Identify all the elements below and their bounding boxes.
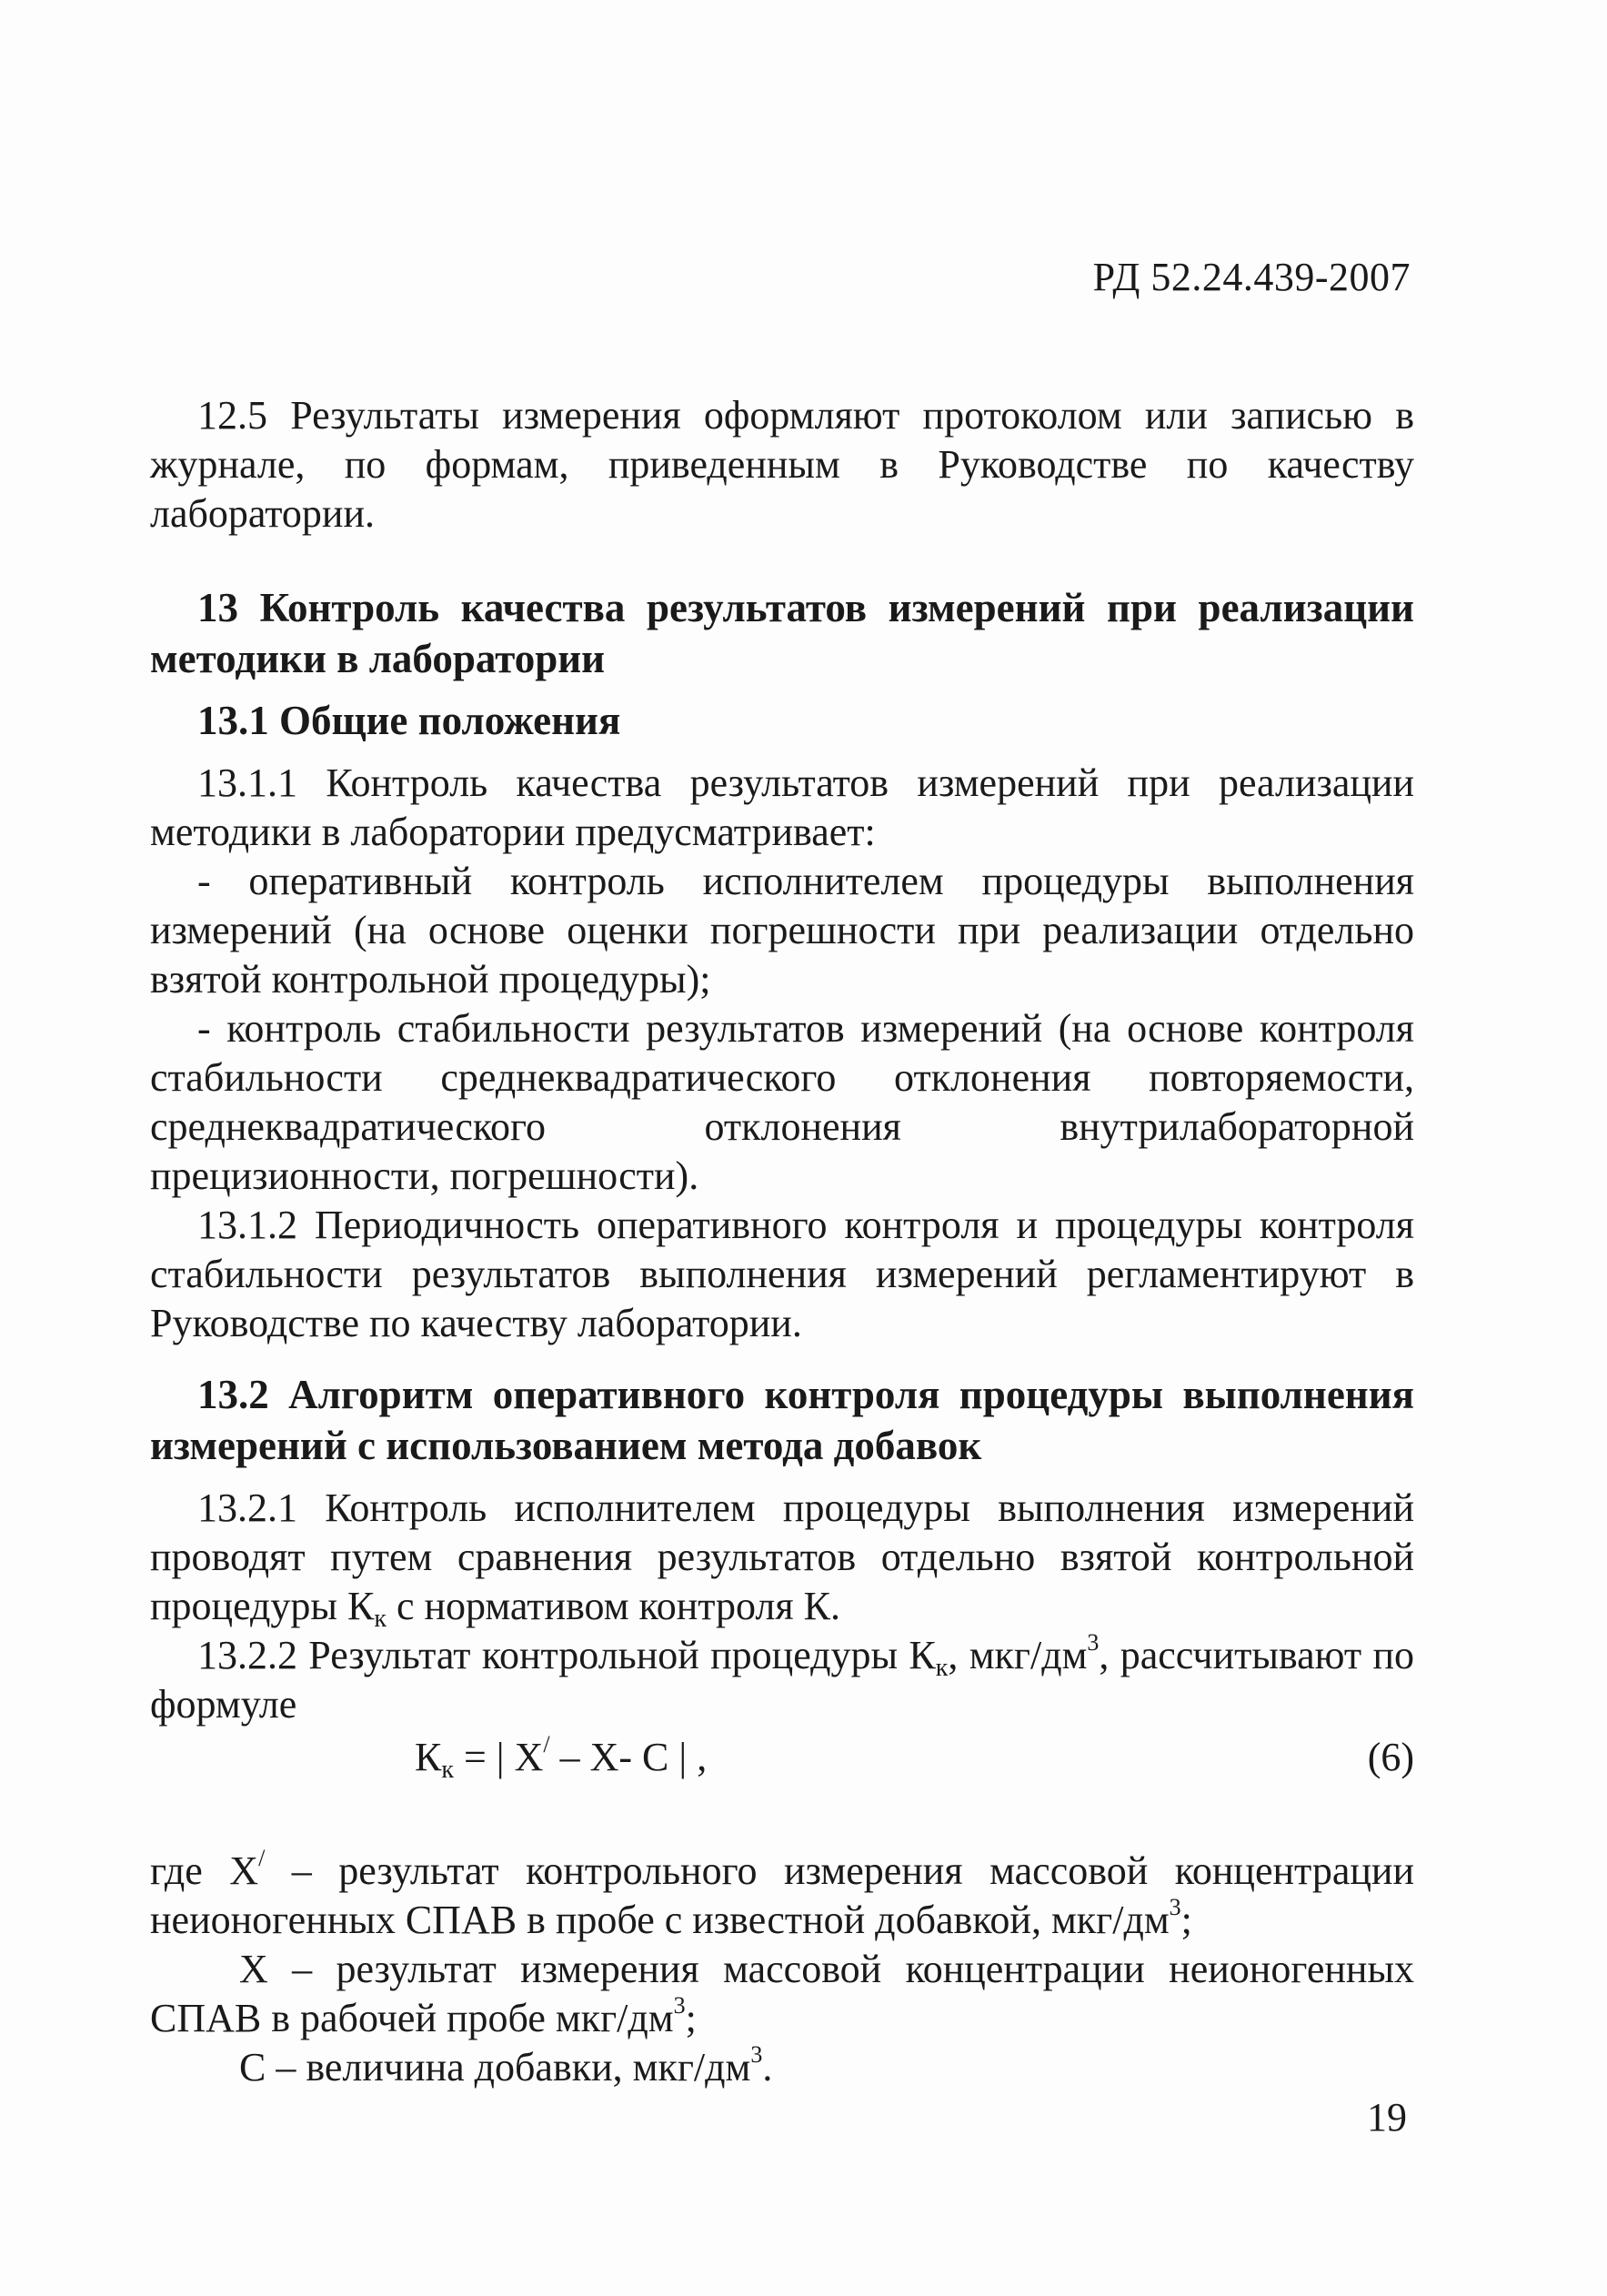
paragraph-13-2-1: 13.2.1 Контроль исполнителем процедуры выполнения измерений проводят путем сравнения результатов отдельно взятой контрольной процедуры $К_к$ с нормативом контроля К. [150, 1485, 1414, 1633]
list-item-operational-control: - оперативный контроль исполнителем процедуры выполнения измерений (на основе оценки погрешности при реализации отдельно взятой контрольной процедуры); [150, 859, 1414, 1002]
paragraph-12-5: 12.5 Результаты измерения оформляют протоколом или записью в журнале, по формам, приведенным в Руководстве по качеству лаборатории. [150, 393, 1414, 536]
definition-c: C – величина добавки, мкг/$дм^3$. [239, 2041, 773, 2090]
formula-row [150, 1731, 1414, 1788]
paragraph-13-1-2: 13.1.2 Периодичность оперативного контроля и процедуры контроля стабильности результатов выполнения измерений регламентируют в Руководстве по качеству лаборатории. [150, 1203, 1414, 1345]
list-item-stability-control: - контроль стабильности результатов измерений (на основе контроля стабильности среднеквадратического отклонения повторяемости, среднеквадратического отклонения внутрилабораторной прецизионности, погрешности). [150, 1006, 1414, 1198]
section-12-5 [150, 391, 1414, 539]
equation-number: (6) [1367, 1735, 1414, 1779]
definition-x: X – результат измерения массовой концентрации неионогенных СПАВ в рабочей пробе мкг/$дм^3$; [150, 1947, 1414, 2040]
heading-13: 13 Контроль качества результатов измерений при реализации методики в лаборатории [150, 585, 1414, 681]
paragraph-13-2-2: 13.2.2 Результат контрольной процедуры $К_к$, мкг/$дм^3$, рассчитывают по формуле [150, 1629, 1414, 1727]
heading-13-1: 13.1 Общие положения [197, 698, 621, 743]
heading-13-2: 13.2 Алгоритм оперативного контроля процедуры выполнения измерений с использованием метода добавок [150, 1372, 1414, 1468]
section-13-2 [150, 1369, 1414, 1729]
definition-x-prime: где X/ – результат контрольного измерения массовой концентрации неионогенных СПАВ в пробе с известной добавкой, мкг/$дм^3$; [150, 1845, 1414, 1942]
document-code: РД 52.24.439-2007 [1092, 255, 1411, 299]
variable-definitions [150, 1847, 1414, 2092]
page-number: 19 [1367, 2095, 1407, 2140]
paragraph-13-1-1: 13.1.1 Контроль качества результатов измерений при реализации методики в лаборатории предусматривает: [150, 760, 1414, 854]
formula-6: $К_к$ = | X/ – X- C | , [415, 1731, 708, 1784]
section-13 [150, 582, 1414, 1348]
